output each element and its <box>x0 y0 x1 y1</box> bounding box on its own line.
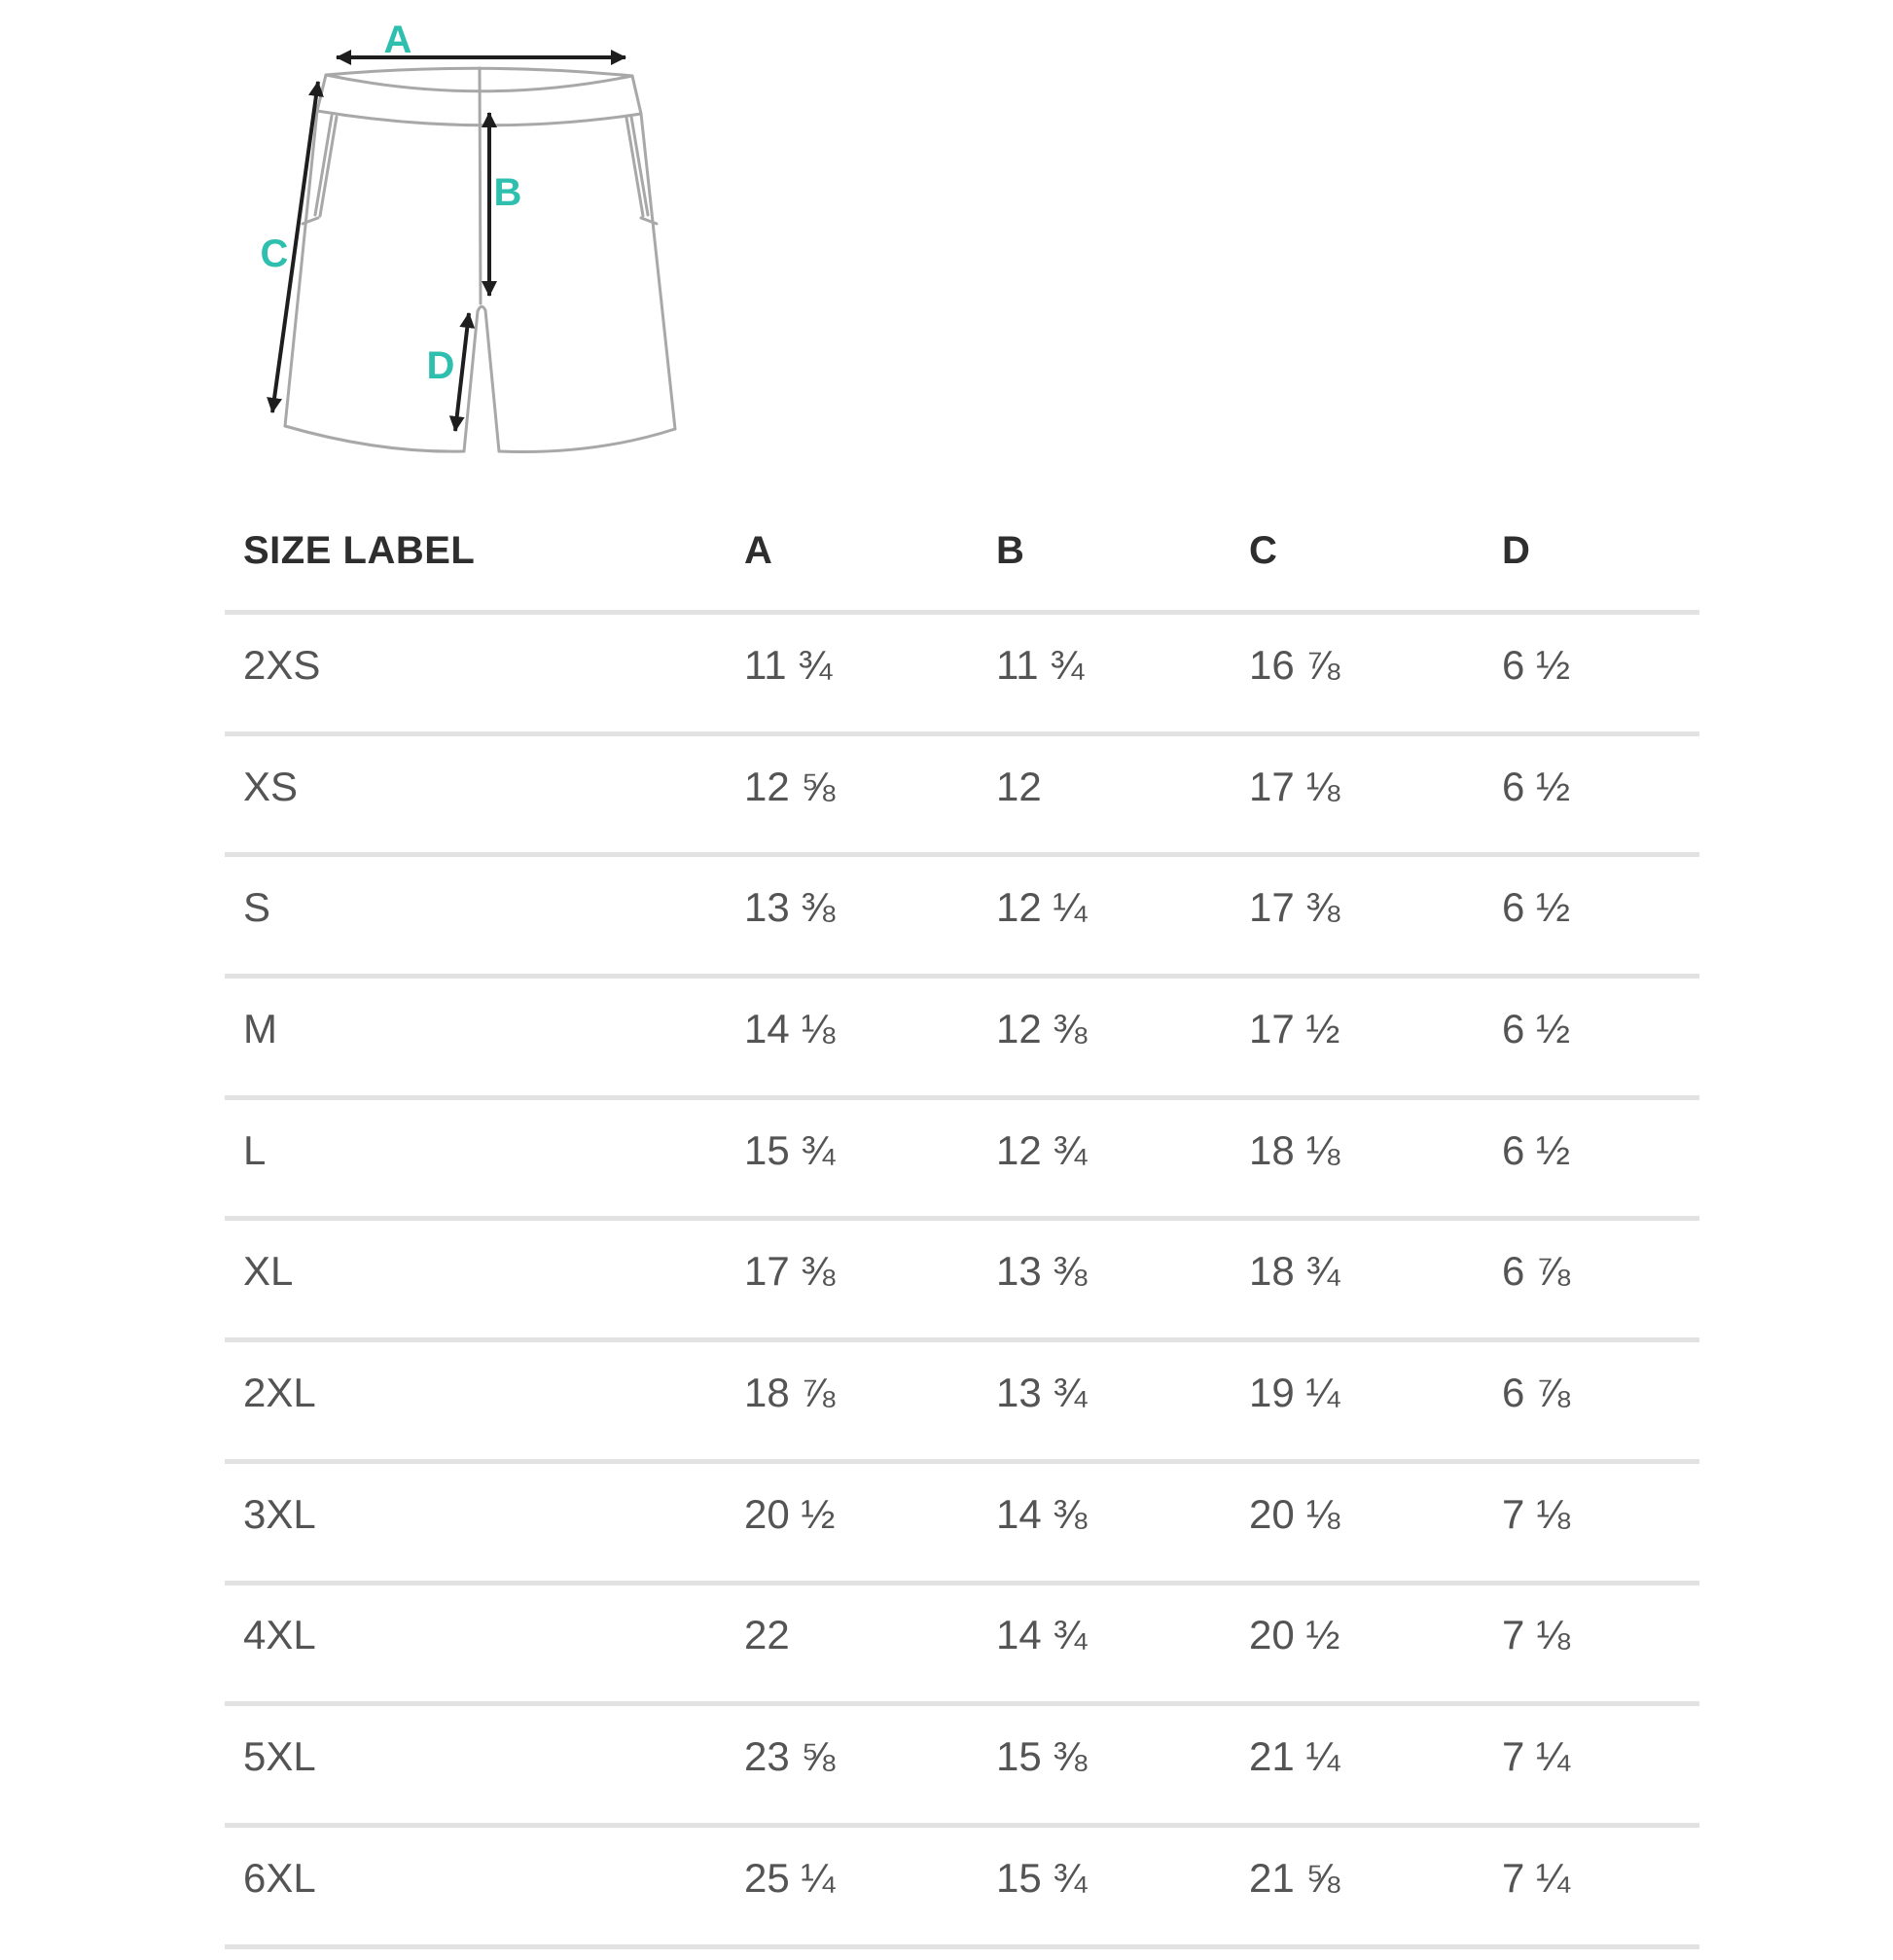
cell-a: 15 ¾ <box>744 1126 836 1173</box>
cell-a: 23 ⅝ <box>744 1733 836 1780</box>
table-row <box>225 1586 1699 1707</box>
cell-d: 6 ½ <box>1502 884 1571 931</box>
cell-size: S <box>243 884 271 931</box>
cell-c: 16 ⅞ <box>1249 641 1340 688</box>
cell-d: 6 ½ <box>1502 1005 1571 1051</box>
cell-a: 12 ⅝ <box>744 763 836 809</box>
cell-a: 11 ¾ <box>744 641 833 688</box>
header-d: D <box>1502 529 1531 572</box>
cell-c: 21 ⅝ <box>1249 1854 1340 1901</box>
cell-a: 22 <box>744 1612 790 1658</box>
cell-size: L <box>243 1126 267 1173</box>
cell-size: 2XS <box>243 641 321 688</box>
table-header-row <box>225 516 1699 615</box>
cell-b: 12 ¼ <box>996 884 1088 931</box>
cell-d: 7 ⅛ <box>1502 1490 1571 1537</box>
center-front-line <box>480 68 481 303</box>
inseam-notch <box>464 306 499 451</box>
cell-a: 20 ½ <box>744 1490 836 1537</box>
cell-b: 15 ⅜ <box>996 1733 1088 1780</box>
header-c: C <box>1249 529 1278 572</box>
cell-size: 3XL <box>243 1490 316 1537</box>
measure-label-a: A <box>383 18 412 61</box>
cell-b: 11 ¾ <box>996 641 1085 688</box>
cell-c: 17 ½ <box>1249 1005 1340 1051</box>
cell-a: 18 ⅞ <box>744 1369 836 1415</box>
table-row <box>225 1100 1699 1222</box>
cell-a: 13 ⅜ <box>744 884 836 931</box>
cell-b: 15 ¾ <box>996 1854 1088 1901</box>
cell-d: 6 ⅞ <box>1502 1369 1571 1415</box>
cell-b: 13 ¾ <box>996 1369 1088 1415</box>
cell-size: 6XL <box>243 1854 316 1901</box>
cell-size: 5XL <box>243 1733 316 1780</box>
table-row <box>225 1828 1699 1949</box>
cell-c: 17 ⅜ <box>1249 884 1340 931</box>
left-leg-hem <box>285 426 464 451</box>
measure-label-c: C <box>260 232 289 275</box>
right-leg-hem <box>499 429 675 452</box>
cell-d: 6 ½ <box>1502 763 1571 809</box>
table-row <box>225 736 1699 858</box>
cell-c: 17 ⅛ <box>1249 763 1340 809</box>
cell-b: 14 ¾ <box>996 1612 1088 1658</box>
measure-label-d: D <box>426 344 455 387</box>
cell-d: 6 ½ <box>1502 641 1571 688</box>
cell-b: 13 ⅜ <box>996 1248 1088 1295</box>
cell-size: 2XL <box>243 1369 316 1415</box>
cell-c: 20 ½ <box>1249 1612 1340 1658</box>
cell-a: 25 ¼ <box>744 1854 836 1901</box>
header-b: B <box>996 529 1025 572</box>
right-side-seam <box>641 114 675 429</box>
table-row <box>225 857 1699 979</box>
left-side-seam <box>285 111 317 426</box>
table-row <box>225 1706 1699 1828</box>
cell-a: 17 ⅜ <box>744 1248 836 1295</box>
header-a: A <box>744 529 773 572</box>
table-row <box>225 1342 1699 1464</box>
cell-b: 12 ⅜ <box>996 1005 1088 1051</box>
cell-b: 12 ¾ <box>996 1126 1088 1173</box>
measure-label-b: B <box>493 171 522 214</box>
cell-d: 7 ¼ <box>1502 1854 1571 1901</box>
cell-a: 14 ⅛ <box>744 1005 836 1051</box>
table-row <box>225 979 1699 1100</box>
cell-c: 21 ¼ <box>1249 1733 1340 1780</box>
waistband-right-edge <box>632 76 641 114</box>
cell-b: 14 ⅜ <box>996 1490 1088 1537</box>
cell-d: 6 ½ <box>1502 1126 1571 1173</box>
cell-c: 18 ¾ <box>1249 1248 1340 1295</box>
cell-b: 12 <box>996 763 1042 809</box>
table-row <box>225 1464 1699 1586</box>
cell-size: 4XL <box>243 1612 316 1658</box>
cell-size: XS <box>243 763 299 809</box>
cell-c: 19 ¼ <box>1249 1369 1340 1415</box>
cell-d: 6 ⅞ <box>1502 1248 1571 1295</box>
table-row <box>225 1221 1699 1342</box>
cell-c: 18 ⅛ <box>1249 1126 1340 1173</box>
cell-size: XL <box>243 1248 294 1295</box>
size-chart-table <box>225 516 1699 1949</box>
table-row <box>225 615 1699 736</box>
cell-d: 7 ⅛ <box>1502 1612 1571 1658</box>
shorts-measurement-diagram <box>233 15 681 457</box>
shorts-outline-drawing <box>285 68 675 452</box>
cell-c: 20 ⅛ <box>1249 1490 1340 1537</box>
cell-d: 7 ¼ <box>1502 1733 1571 1780</box>
cell-size: M <box>243 1005 277 1051</box>
header-size-label: SIZE LABEL <box>243 529 476 572</box>
